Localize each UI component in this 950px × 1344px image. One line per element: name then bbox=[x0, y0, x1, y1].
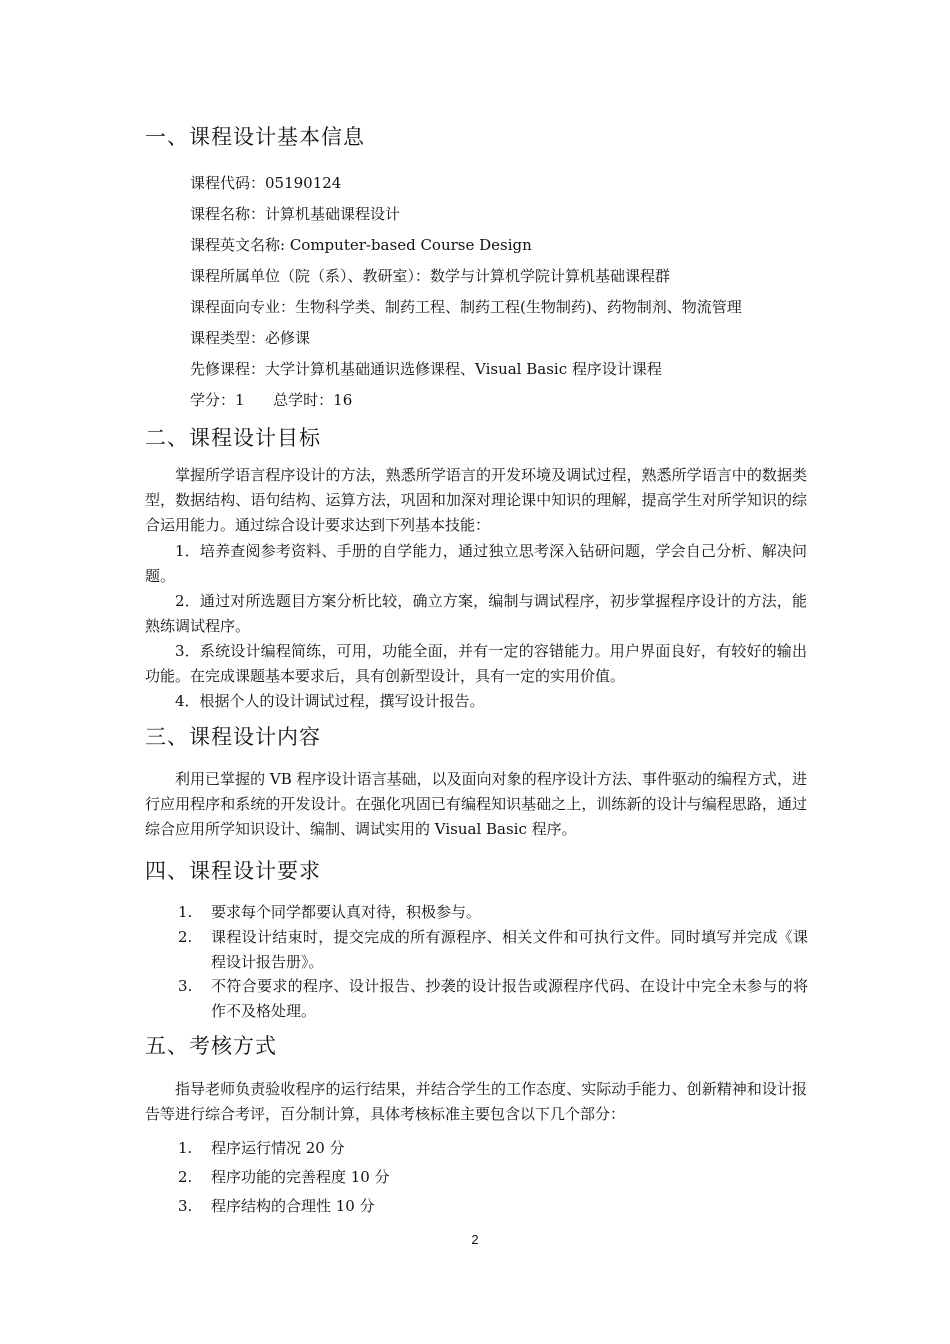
list-text: 课程设计结束时，提交完成的所有源程序、相关文件和可执行文件。同时填写并完成《课程设计报告册》。 bbox=[211, 928, 808, 971]
section-3-body: 利用已掌握的 VB 程序设计语言基础，以及面向对象的程序设计方法、事件驱动的编程方式，进行应用程序和系统的开发设计。在强化巩固已有编程知识基础之上，训练新的设计与编程思路，通过综合应用所学知识设计、编制、调试实用的 Visual Basic 程序。 bbox=[145, 770, 807, 838]
assessment-item-3 bbox=[178, 1194, 808, 1219]
section-1-heading: 一、课程设计基本信息 bbox=[145, 125, 365, 149]
info-course-name: 课程名称：计算机基础课程设计 bbox=[190, 205, 401, 223]
list-text: 不符合要求的程序、设计报告、抄袭的设计报告或源程序代码、在设计中完全未参与的将作不及格处理。 bbox=[211, 977, 808, 1020]
section-2-intro: 掌握所学语言程序设计的方法，熟悉所学语言的开发环境及调试过程，熟悉所学语言中的数据类型，数据结构、语句结构、运算方法，巩固和加深对理论课中知识的理解，提高学生对所学知识的综合运用能力。通过综合设计要求达到下列基本技能： bbox=[145, 466, 807, 534]
info-course-type: 课程类型：必修课 bbox=[190, 329, 311, 347]
page-number: 2 bbox=[471, 1232, 479, 1247]
section-4-heading: 四、课程设计要求 bbox=[145, 859, 321, 883]
list-number: 1. bbox=[178, 903, 193, 921]
info-target-majors: 课程面向专业：生物科学类、制药工程、制药工程(生物制药)、药物制剂、物流管理 bbox=[190, 298, 742, 316]
info-course-unit: 课程所属单位（院（系）、教研室）：数学与计算机学院计算机基础课程群 bbox=[190, 267, 671, 285]
goal-item-2: 2．通过对所选题目方案分析比较，确立方案，编制与调试程序，初步掌握程序设计的方法，能熟练调试程序。 bbox=[145, 592, 807, 635]
goal-item-3: 3．系统设计编程简练，可用，功能全面，并有一定的容错能力。用户界面良好，有较好的输出功能。在完成课题基本要求后，具有创新型设计，具有一定的实用价值。 bbox=[145, 642, 807, 685]
section-2-heading: 二、课程设计目标 bbox=[145, 426, 321, 450]
info-course-english-name: 课程英文名称: Computer-based Course Design bbox=[190, 236, 532, 254]
list-text: 程序结构的合理性 10 分 bbox=[211, 1197, 375, 1215]
info-course-code: 课程代码：05190124 bbox=[190, 174, 342, 192]
info-credits-hours: 学分：1 总学时：16 bbox=[190, 391, 353, 409]
assessment-item-2 bbox=[178, 1165, 808, 1190]
list-number: 2. bbox=[178, 1168, 193, 1186]
section-5-heading: 五、考核方式 bbox=[145, 1034, 277, 1058]
requirement-item-1 bbox=[178, 900, 808, 925]
list-number: 3. bbox=[178, 977, 193, 995]
list-text: 要求每个同学都要认真对待，积极参与。 bbox=[211, 903, 482, 921]
list-text: 程序功能的完善程度 10 分 bbox=[211, 1168, 390, 1186]
requirement-item-3 bbox=[178, 974, 808, 1024]
requirement-item-2 bbox=[178, 925, 808, 975]
list-text: 程序运行情况 20 分 bbox=[211, 1139, 345, 1157]
goal-item-1: 1．培养查阅参考资料、手册的自学能力，通过独立思考深入钻研问题，学会自己分析、解决问题。 bbox=[145, 542, 807, 585]
list-number: 2. bbox=[178, 928, 193, 946]
section-3-heading: 三、课程设计内容 bbox=[145, 725, 321, 749]
info-prerequisites: 先修课程：大学计算机基础通识选修课程、Visual Basic 程序设计课程 bbox=[190, 360, 662, 378]
list-number: 1. bbox=[178, 1139, 193, 1157]
section-5-intro: 指导老师负责验收程序的运行结果，并结合学生的工作态度、实际动手能力、创新精神和设计报告等进行综合考评，百分制计算，具体考核标准主要包含以下几个部分： bbox=[145, 1080, 807, 1123]
list-number: 3. bbox=[178, 1197, 193, 1215]
assessment-item-1 bbox=[178, 1136, 808, 1161]
goal-item-4: 4．根据个人的设计调试过程，撰写设计报告。 bbox=[175, 692, 485, 710]
